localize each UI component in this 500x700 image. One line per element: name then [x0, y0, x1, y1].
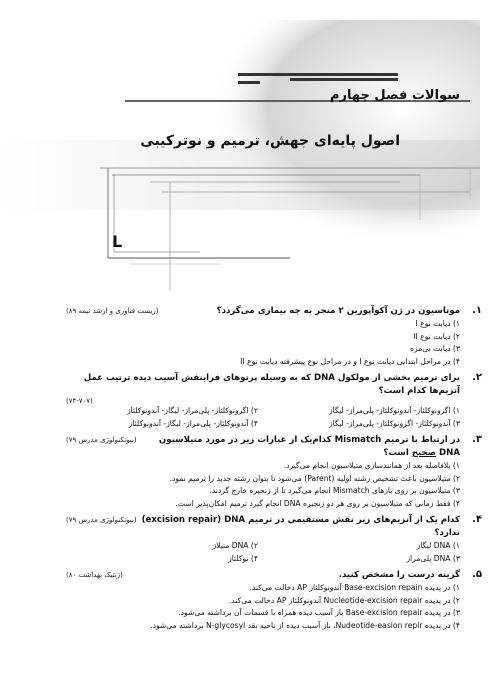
- answer-option[interactable]: ۴) نوکلئاز: [228, 553, 258, 563]
- question-source: (۷۴-۷۰۷): [66, 397, 93, 405]
- question-3: [66, 434, 482, 510]
- question-text: کدام یک از آنزیم‌های زیر نقش مستقیمی در ترمیم excision repair) DNA) ندارد؟: [141, 515, 460, 538]
- answer-option[interactable]: ۱) دیابت نوع I: [415, 319, 460, 328]
- option-list: [66, 460, 460, 510]
- question-emphasis: صحیح: [411, 448, 437, 458]
- answer-option[interactable]: ۴) در مراحل ابتدایی دیابت نوع I و در مراحل نوع پیشرفته دیابت نوع II: [240, 356, 460, 366]
- question-source: (ژنتیک بهداشت ۸۰): [66, 571, 123, 579]
- question-number: ۱.: [472, 305, 482, 316]
- header-bar: [238, 81, 260, 84]
- answer-option[interactable]: ۲) DNA متیلاز: [212, 541, 258, 550]
- question-list: [66, 305, 482, 636]
- question-text-part: در ارتباط با ترمیم Mismatch کدام‌یک از عبارات زیر در مورد متیلاسیون DNA: [158, 435, 460, 458]
- question-number: ۲.: [472, 372, 482, 383]
- answer-option[interactable]: ۳) آندونوکلئاز- اگزونوکلئاز- پلی‌مراز- لیگاز: [328, 418, 460, 428]
- chapter-subtitle: اصول پایه‌ای جهش، ترمیم و نوترکیبی: [140, 133, 400, 149]
- answer-option[interactable]: ۳) DNA پلی‌مراز: [406, 553, 460, 563]
- chapter-title: سوالات فصل چهارم: [330, 88, 460, 103]
- answer-option[interactable]: ۲) متیلاسیون باعث تشخیص رشته اولیه (Parent) می‌شود تا بتوان رشته جدید را ترمیم نمود.: [169, 473, 460, 483]
- question-number: ۳.: [472, 434, 482, 445]
- question-4: [66, 514, 482, 565]
- question-number: ۴.: [472, 514, 482, 525]
- question-text: [137, 434, 460, 460]
- option-list: [66, 540, 460, 565]
- question-number: ۵.: [472, 569, 482, 580]
- option-list: [66, 405, 460, 430]
- answer-option[interactable]: ۱) در پدیده Base-excision repain آندونوکلئاز AP دخالت می‌کند.: [249, 583, 460, 592]
- question-source: (بیوتکنولوژی مدرس ۷۹): [66, 436, 137, 444]
- question-source: (بیوتکنولوژی مدرس ۷۹): [66, 516, 137, 524]
- answer-option[interactable]: ۲) اگزونوکلئاز- پلی‌مراز- لیگاز- آندونوکلئاز: [126, 406, 258, 415]
- header-bar: [290, 78, 398, 81]
- section-letter: L: [112, 232, 123, 251]
- answer-option[interactable]: ۱) اگزونوکلئاز- آندونوکلئاز- پلی‌مراز- لیگاز: [328, 406, 460, 415]
- option-list: [66, 582, 460, 632]
- answer-option[interactable]: ۴) فقط زمانی که متیلاسیون بر روی هر دو زنجیره DNA انجام گیرد ترمیم امکان‌پذیر است.: [175, 498, 460, 508]
- question-5: [66, 569, 482, 632]
- question-text: برای ترمیم بخشی از مولکول DNA که به وسیله پرتوهای فرابنفش آسیب دیده ترتیب عمل آنزیم‌ها کدام است؟: [83, 373, 460, 396]
- answer-option[interactable]: ۱) DNA لیگاز: [416, 541, 460, 550]
- header-bar: [238, 73, 398, 76]
- answer-option[interactable]: ۳) دیابت بی‌مزه: [410, 344, 460, 353]
- question-source: (زیست فناوری و ارشد نیمه ۸۹): [66, 307, 159, 315]
- option-list: [66, 318, 460, 368]
- question-text-part: است؟: [383, 448, 412, 458]
- answer-option[interactable]: ۳) در پدیده Base-excision repair باز آسیب دیده همراه با قسمات آن برداشته می‌شود.: [178, 608, 460, 617]
- question-2: [66, 372, 482, 430]
- answer-option[interactable]: ۱) بلافاصله بعد از همانندسازی متیلاسیون انجام می‌گیرد.: [283, 461, 460, 470]
- answer-option[interactable]: ۴) در پدیده Nudeotide-easion repir، باز آسیب دیده از ناحیه بقد N-glycosyl برداشته می‌شود.: [150, 620, 460, 630]
- question-text: گزینه درست را مشخص کنید.: [338, 570, 460, 580]
- answer-option[interactable]: ۲) دیابت نوع II: [413, 331, 460, 341]
- answer-option[interactable]: ۲) در پدیده Nucleotide-excision repair آندونوکلئاز AP دخالت می‌کند.: [228, 595, 460, 605]
- question-text: موتاسیون در ژن آکوآپورین ۲ منجر به چه بیماری می‌گردد؟: [216, 306, 460, 316]
- question-1: [66, 305, 482, 368]
- answer-option[interactable]: ۳) متیلاسیون بر روی بازهای Mismatch انجام می‌گیرد تا از زنجیره خارج گردند.: [209, 486, 460, 495]
- answer-option[interactable]: ۴) آندونوکلئاز- پلی‌مراز- لیگاز- آندونوکلئاز: [128, 418, 258, 428]
